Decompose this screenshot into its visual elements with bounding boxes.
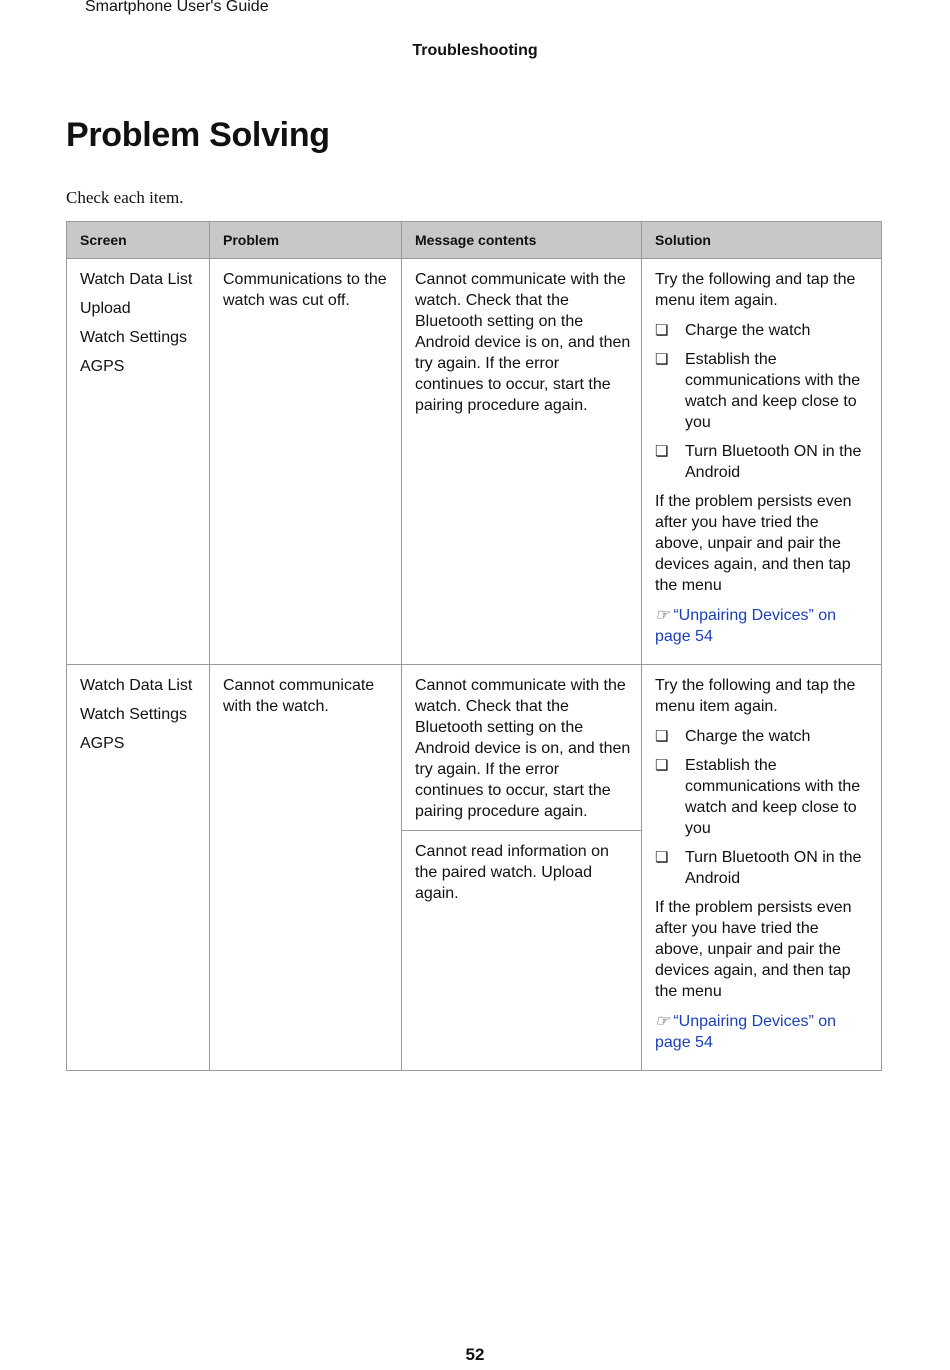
pointing-hand-icon: ☞ bbox=[655, 607, 670, 624]
intro-text: Check each item. bbox=[66, 188, 184, 207]
header-problem: Problem bbox=[210, 222, 402, 259]
checkbox-icon: ❏ bbox=[655, 757, 669, 774]
bullet-text: Establish the communications with the watch and keep close to you bbox=[685, 351, 861, 431]
screen-name: AGPS bbox=[80, 735, 125, 752]
section-header: Troubleshooting bbox=[412, 42, 538, 59]
bullet-text: Charge the watch bbox=[685, 322, 811, 339]
table-header-row bbox=[67, 222, 882, 259]
checkbox-icon: ❏ bbox=[655, 728, 669, 745]
screen-cell bbox=[67, 259, 210, 665]
solution-bullet bbox=[655, 320, 871, 341]
screen-name: Watch Settings bbox=[80, 706, 188, 723]
reference-link[interactable] bbox=[655, 1011, 871, 1053]
header-message-contents: Message contents bbox=[402, 222, 642, 259]
reference-link[interactable] bbox=[655, 605, 871, 647]
solution-bullet bbox=[655, 726, 871, 747]
header-screen: Screen bbox=[67, 222, 210, 259]
page-number: 52 bbox=[465, 1345, 485, 1364]
bullet-text: Establish the communications with the watch and keep close to you bbox=[685, 757, 861, 837]
screen-name: Watch Data List bbox=[80, 271, 193, 288]
screen-name: Watch Data List bbox=[80, 677, 193, 694]
message-cell bbox=[402, 665, 642, 1071]
pointing-hand-icon: ☞ bbox=[655, 1013, 670, 1030]
message-text: Cannot read information on the paired watch. Upload again. bbox=[402, 830, 641, 912]
message-text: Cannot communicate with the watch. Check that the Bluetooth setting on the Android device is on, and then try again. If the error continues to occur, start the pairing procedure again. bbox=[415, 271, 631, 414]
table-row bbox=[67, 665, 882, 1071]
message-text: Cannot communicate with the watch. Check that the Bluetooth setting on the Android device is on, and then try again. If the error continues to occur, start the pairing procedure again. bbox=[415, 677, 631, 820]
checkbox-icon: ❏ bbox=[655, 351, 669, 368]
solution-cell bbox=[642, 665, 882, 1071]
checkbox-icon: ❏ bbox=[655, 443, 669, 460]
solution-bullet bbox=[655, 755, 871, 839]
bullet-text: Turn Bluetooth ON in the Android bbox=[685, 849, 862, 887]
problem-cell: Cannot communicate with the watch. bbox=[210, 665, 402, 1071]
reference-link-text[interactable]: “Unpairing Devices” on page 54 bbox=[655, 1013, 837, 1051]
table-row bbox=[67, 259, 882, 665]
checkbox-icon: ❏ bbox=[655, 849, 669, 866]
message-cell bbox=[402, 259, 642, 665]
checkbox-icon: ❏ bbox=[655, 322, 669, 339]
page-heading: Problem Solving bbox=[66, 116, 330, 154]
bullet-text: Turn Bluetooth ON in the Android bbox=[685, 443, 862, 481]
solution-followup: If the problem persists even after you have tried the above, unpair and pair the devices again, and then tap the menu bbox=[655, 493, 852, 594]
solution-bullet bbox=[655, 349, 871, 433]
solution-followup: If the problem persists even after you have tried the above, unpair and pair the devices again, and then tap the menu bbox=[655, 899, 852, 1000]
screen-name: Upload bbox=[80, 300, 131, 317]
screen-name: Watch Settings bbox=[80, 329, 188, 346]
solution-intro: Try the following and tap the menu item again. bbox=[655, 271, 856, 309]
bullet-text: Charge the watch bbox=[685, 728, 811, 745]
header-solution: Solution bbox=[642, 222, 882, 259]
solution-cell bbox=[642, 259, 882, 665]
problem-cell: Communications to the watch was cut off. bbox=[210, 259, 402, 665]
problem-table bbox=[66, 221, 882, 1071]
document-title: Smartphone User's Guide bbox=[85, 0, 269, 15]
reference-link-text[interactable]: “Unpairing Devices” on page 54 bbox=[655, 607, 837, 645]
solution-bullet bbox=[655, 847, 871, 889]
solution-bullet bbox=[655, 441, 871, 483]
solution-intro: Try the following and tap the menu item again. bbox=[655, 677, 856, 715]
screen-cell bbox=[67, 665, 210, 1071]
screen-name: AGPS bbox=[80, 358, 125, 375]
